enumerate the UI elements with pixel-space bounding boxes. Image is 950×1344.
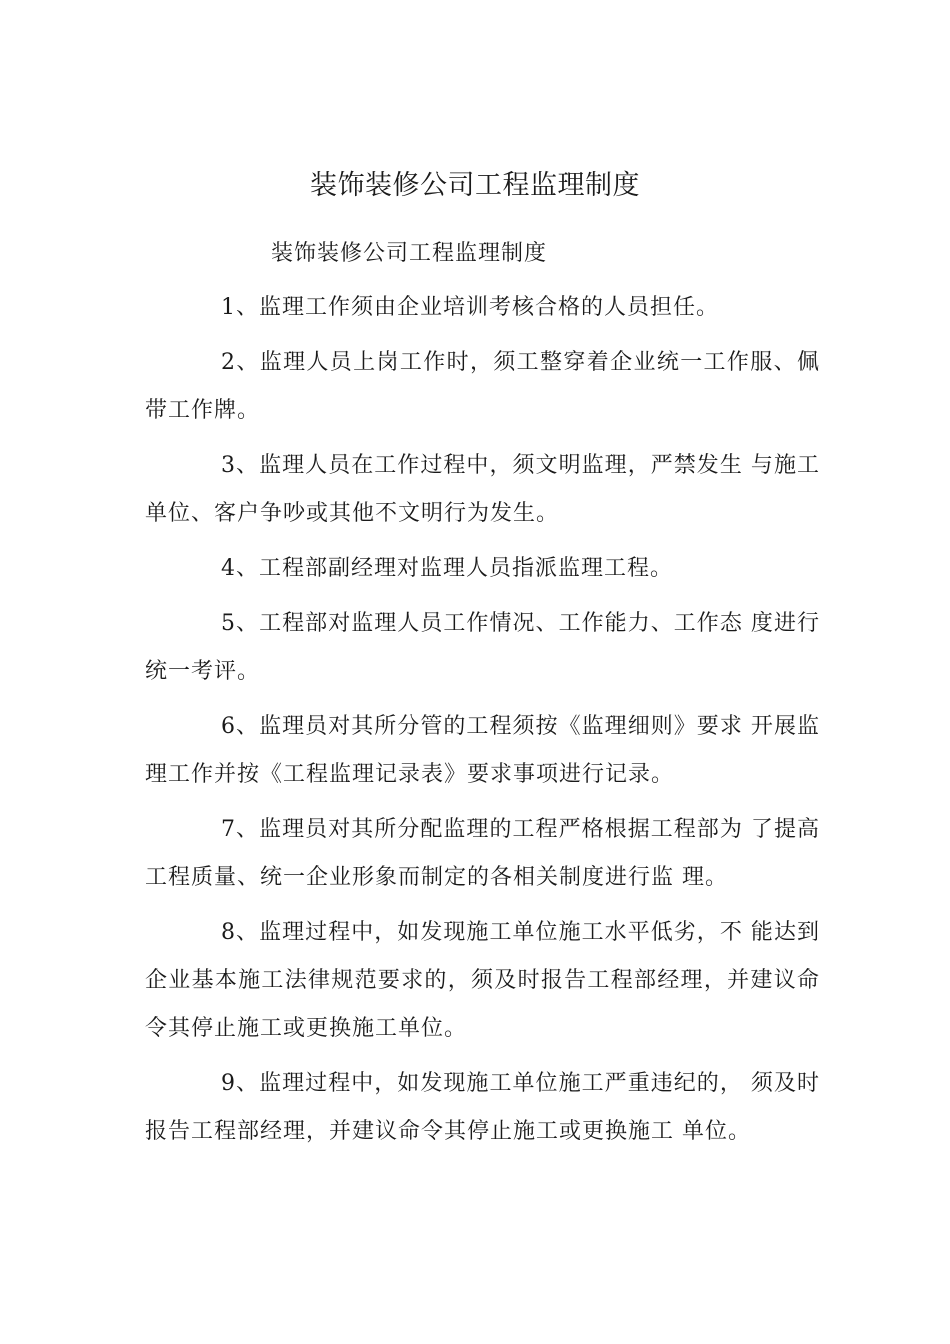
regulation-item-4: 4、工程部副经理对监理人员指派监理工程。 — [221, 556, 673, 581]
regulation-item-9: 9、监理过程中，如发现施工单位施工严重违纪的， 须及时报告工程部经理，并建议命令其停止施工或更换施工 单位。 — [145, 1071, 820, 1144]
regulation-item-8: 8、监理过程中，如发现施工单位施工水平低劣，不 能达到企业基本施工法律规范要求的，须及时报告工程部经理，并建议命令其停止施工或更换施工单位。 — [145, 920, 820, 1041]
regulation-item-1: 1、监理工作须由企业培训考核合格的人员担任。 — [221, 295, 719, 320]
regulation-item-6: 6、监理员对其所分管的工程须按《监理细则》要求 开展监理工作并按《工程监理记录表》要求事项进行记录。 — [145, 714, 820, 787]
regulation-item-2: 2、监理人员上岗工作时，须工整穿着企业统一工作服、佩带工作牌。 — [145, 350, 820, 423]
document-title: 装饰装修公司工程监理制度 — [310, 170, 640, 201]
document-subtitle: 装饰装修公司工程监理制度 — [271, 241, 548, 266]
regulation-item-3: 3、监理人员在工作过程中，须文明监理，严禁发生 与施工单位、客户争吵或其他不文明行为发生。 — [145, 453, 820, 526]
regulation-list — [145, 284, 820, 1163]
regulation-item-7: 7、监理员对其所分配监理的工程严格根据工程部为 了提高工程质量、统一企业形象而制定的各相关制度进行监 理。 — [145, 817, 820, 890]
regulation-item-5: 5、工程部对监理人员工作情况、工作能力、工作态 度进行统一考评。 — [145, 611, 820, 684]
